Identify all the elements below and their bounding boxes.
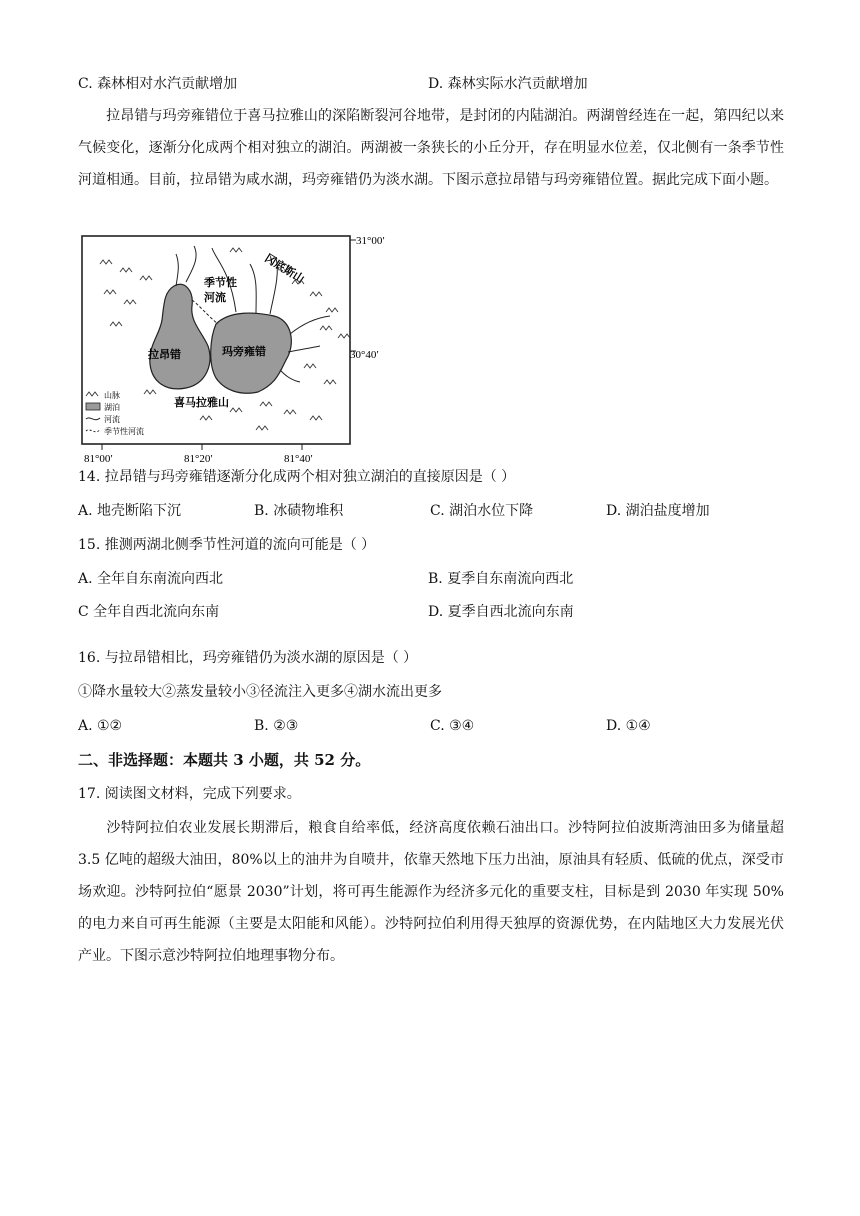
passage-saudi <box>78 812 784 972</box>
q14-option-a[interactable]: A. 地壳断陷下沉 <box>78 503 182 519</box>
lon-label-3: 81°40′ <box>284 453 313 465</box>
passage-saudi-text: 沙特阿拉伯农业发展长期滞后，粮食自给率低，经济高度依赖石油出口。沙特阿拉伯波斯湾油田多为储量超 3.5 亿吨的超级大油田，80%以上的油井为自喷井，依靠天然地下压力出油，原油具有轻质、低硫的优点，深受市场欢迎。沙特阿拉伯“愿景 2030”计划，将可再生能源作为经济多元化的重要支柱，目标是到 2030 年实现 50%的电力来自可再生能源（主要是太阳能和风能）。沙特阿拉伯利用得天独厚的资源优势，在内陆地区大力发展光伏产业。下图示意沙特阿拉伯地理事物分布。 <box>78 820 784 964</box>
passage-lakes <box>78 100 784 196</box>
q13-option-c[interactable]: C. 森林相对水汽贡献增加 <box>78 76 238 92</box>
legend-lake-symbol <box>86 403 100 410</box>
lat-label-top: 31°00′ <box>356 235 385 247</box>
q16-statements: ①降水量较大②蒸发量较小③径流注入更多④湖水流出更多 <box>78 684 442 700</box>
q17-stem: 17. 阅读图文材料，完成下列要求。 <box>78 786 301 802</box>
q14-option-c[interactable]: C. 湖泊水位下降 <box>430 503 534 519</box>
q15-option-d[interactable]: D. 夏季自西北流向东南 <box>428 604 574 620</box>
legend-lake-label: 湖泊 <box>104 403 120 412</box>
passage-lakes-text: 拉昂错与玛旁雍错位于喜马拉雅山的深陷断裂河谷地带，是封闭的内陆湖泊。两湖曾经连在一起，第四纪以来气候变化，逐渐分化成两个相对独立的湖泊。两湖被一条狭长的小丘分开，存在明显水位差，仅北侧有一条季节性河道相通。目前，拉昂错为咸水湖，玛旁雍错仍为淡水湖。下图示意拉昂错与玛旁雍错位置。据此完成下面小题。 <box>78 108 784 188</box>
lake-east-label: 玛旁雍错 <box>222 345 266 358</box>
section-heading: 二、非选择题：本题共 3 小题，共 52 分。 <box>78 751 371 769</box>
legend-seasonal-river-label: 季节性河流 <box>104 427 144 436</box>
q16-option-c[interactable]: C. ③④ <box>430 718 475 734</box>
mountain-himalaya-label: 喜马拉雅山 <box>174 396 229 409</box>
q15-option-a[interactable]: A. 全年自东南流向西北 <box>78 571 224 587</box>
seasonal-river-label-2: 河流 <box>204 291 226 304</box>
q13-option-d[interactable]: D. 森林实际水汽贡献增加 <box>428 76 588 92</box>
q15-stem: 15. 推测两湖北侧季节性河道的流向可能是（ ） <box>78 537 376 553</box>
lake-location-map <box>80 234 385 466</box>
legend-river-label: 河流 <box>104 415 120 424</box>
lat-label-mid: 30°40′ <box>350 349 379 361</box>
q15-option-b[interactable]: B. 夏季自东南流向西北 <box>428 571 574 587</box>
q16-option-d[interactable]: D. ①④ <box>606 718 651 734</box>
q14-stem: 14. 拉昂错与玛旁雍错逐渐分化成两个相对独立湖泊的直接原因是（ ） <box>78 469 516 485</box>
legend-mountain-label: 山脉 <box>104 391 120 400</box>
q16-option-a[interactable]: A. ①② <box>78 718 123 734</box>
lon-label-1: 81°00′ <box>84 453 113 465</box>
q16-stem: 16. 与拉昂错相比，玛旁雍错仍为淡水湖的原因是（ ） <box>78 650 418 666</box>
seasonal-river-label-1: 季节性 <box>204 276 237 289</box>
q15-option-c[interactable]: C 全年自西北流向东南 <box>78 604 220 620</box>
q14-option-d[interactable]: D. 湖泊盐度增加 <box>606 503 710 519</box>
q16-option-b[interactable]: B. ②③ <box>254 718 299 734</box>
mountain-gangdise-label: 冈底斯山 <box>262 251 307 286</box>
lake-west-label: 拉昂错 <box>148 348 181 361</box>
q14-option-b[interactable]: B. 冰碛物堆积 <box>254 503 344 519</box>
lon-label-2: 81°20′ <box>184 453 213 465</box>
